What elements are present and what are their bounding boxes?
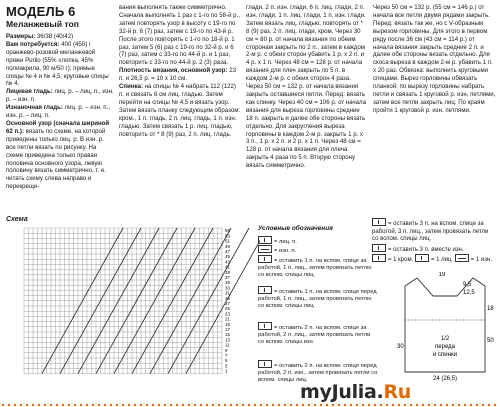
short-legend [372,218,496,265]
chart-row-number: 29 [225,295,230,301]
chart-row-number: 19 [225,321,230,327]
legend-text: = лиц. п. [274,239,297,245]
border-dot [260,404,262,406]
chart-row-number: 49 [225,243,230,249]
bottom-dotted-border [0,403,500,407]
border-dot [140,404,142,406]
legend-text: = оставить 1 п. на вспом. спице перед работой, 1 п. лиц., затем провязать петлю со вспом. спицы лиц. [258,289,377,310]
text-column-2 [119,4,241,200]
schematic-label: и спинки [433,352,457,358]
border-dot [338,404,340,406]
border-dot [374,404,376,406]
border-dot [410,404,412,406]
knit-symbol-icon [258,236,272,244]
text-column-3 [246,4,368,214]
page-title: МОДЕЛЬ 6 [6,4,76,19]
border-dot [248,404,250,406]
legend-text: = изн. п. [274,248,297,254]
border-dot [464,404,466,406]
schematic-label: 50 [487,338,494,344]
chart-row-number: 13 [225,337,230,343]
site-watermark [300,381,411,403]
border-dot [86,404,88,406]
border-dot [308,404,310,406]
border-dot [152,404,154,406]
cable-right-icon [258,255,272,263]
border-dot [380,404,382,406]
chart-row-number: 5 [225,358,228,364]
border-dot [128,404,130,406]
chart-row-number: 23 [225,311,230,317]
face-value: лиц. р. – лиц. п., изн. р. – изн. п. [6,88,114,104]
chart-row-number: 43 [225,259,230,265]
col4-text: Через 50 см = 132 р. (55 см = 146 р.) от начала все петли двумя рядами закрыть. Перед: вязать так же, но с V-образным вырезом горловины. Для этого в первом ряду после 36 см (43 см = 114 р.) от начала вязания закрыть средние 2 п. и далее обе стороны вязать отдельно. Для скоса выреза в каждом 2-м р. убавить 1 п. х 20 раз. Обвязка: выполнить круговыми спицами. Вырез горловины обвязать планкой: по вырезу горловины набрать петли и связать 1 круговой р. изн. петлями, затем все петли закрыть лиц. По краям пройти 1 круговой р. изн. петлями. [373,4,496,114]
pattern-value: вязать по схеме, на которой приведены только лиц. р. В изн. р. все петли вязать по рисунку. На схеме приведена только правая половина основного узора, левую половину вязать симметрично, т. е. читать схему слева направо и перекрещи- [6,127,106,191]
col3-text: глади, 2 п. изн. глади, 6 п. лиц. глади, 2 п. изн. глади, 1 п. лиц. глади, 1 п. изн. глади. Затем вязать лиц. гладью, повторять от * 8 (9) раз, 2 п. лиц. глади, кром. Через 30 см = 80 р. от начала вязания по обеим сторонам закрыть по 2 п., затем в каждом 2-м р. с обеих сторон убавить 1 р. х 2 п. и 4 р. х 1 п. Через 48 см = 128 р. от начала вязания для плеч закрыть по 5 п. в каждом 2-м р. с обеих сторон 4 раза. Через 50 см = 132 р. от начала вязания закрыть оставшиеся петли. Перед: вязать как спинку. Через 40 см = 106 р. от начала вязания для выреза горловины средние 18 п. закрыть и далее обе стороны вязать отдельно. Для закругления выреза горловины в каждом 2-м р. закрыть 1 р. х 3 п., 1 р. х 2 п. и 2 р. х 1 п. Через 48 см = 128 р. от начала вязания для плеча закрыть 4 раза по 5 п. Вторую сторону вязать симметрично. [246,4,366,170]
purl-label: Изнаночная гладь: [6,104,63,112]
legend-text: = оставить 2 п. на вспом. спице перед работой, 2 п. изн., затем провязать петли со вспом. спицы лиц. [258,363,378,384]
border-dot [446,404,448,406]
short-legend-5: = 1 изн. [470,257,493,264]
border-dot [458,404,460,406]
chart-row-number: 7 [225,353,228,358]
border-dot [56,404,58,406]
chart-row-number: 15 [225,332,230,338]
legend-item [258,322,378,347]
border-dot [110,404,112,406]
border-dot [122,404,124,406]
chart-row-number: 9 [225,347,228,353]
chart-row-number: 1 [225,368,228,374]
border-dot [212,404,214,406]
border-dot [68,404,70,406]
border-dot [158,404,160,406]
border-dot [206,404,208,406]
border-dot [26,404,28,406]
legend-item [258,255,378,280]
border-dot [134,404,136,406]
border-dot [254,404,256,406]
border-dot [236,404,238,406]
back-label: Спинка: [119,83,143,91]
border-dot [356,404,358,406]
legend-text: = оставить 1 п. на вспом. спице за работой, 1 п. лиц., затем провязать петлю со вспом. спицы лиц. [258,258,372,279]
border-dot [272,404,274,406]
border-dot [188,404,190,406]
border-dot [200,404,202,406]
chart-row-number: 39 [225,269,230,275]
border-dot [392,404,394,406]
text-column-4 [373,4,496,200]
legend-item [258,286,378,311]
chart-row-number: 21 [225,316,230,322]
text-column-1 [6,33,114,197]
border-dot [314,404,316,406]
schematic-label: переда [435,344,455,350]
border-dot [266,404,268,406]
border-dot [368,404,370,406]
border-dot [290,404,292,406]
border-dot [92,404,94,406]
border-dot [80,404,82,406]
border-dot [14,404,16,406]
border-dot [434,404,436,406]
cable-left-icon [258,286,272,294]
schematic-label: 9,5 [463,282,472,288]
purl-value: лиц. р. – изн. п., изн. р. – лиц. п. [6,104,110,120]
border-dot [326,404,328,406]
knitting-chart [22,224,260,376]
border-dot [98,404,100,406]
border-dot [2,404,4,406]
density-value: 23 п. и 26,5 р. = 10 х 10 см. [119,67,236,83]
border-dot [230,404,232,406]
border-dot [116,404,118,406]
border-dot [284,404,286,406]
purl-icon [455,254,469,262]
border-dot [74,404,76,406]
border-dot [182,404,184,406]
chart-row-number: 27 [225,301,230,306]
border-dot [176,404,178,406]
back-value: на спицы № 4 набрать 112 (122) п. и связать 6 см лиц. гладью. Затем перейти на спицы № 4,5 и вязать узор. Затем вязать планку следующим образом: кром., 1 п. гладь, 2 п. лиц. гладь, 1 п. изн. гладью. Затем связать 1 р. лиц. гладью, повторить от * 8 (9) раз, 2 п. лиц. гладь. [119,83,241,138]
border-dot [242,404,244,406]
border-dot [404,404,406,406]
schematic-label: 1/2 [440,336,450,342]
border-dot [302,404,304,406]
schematic-label: 18 [487,306,494,312]
face-label: Лицевая гладь: [6,88,53,96]
border-dot [194,404,196,406]
model-subtitle: Меланжевый топ [6,19,79,29]
garment-schematic [395,272,495,382]
border-dot [332,404,334,406]
border-dot [344,404,346,406]
legend-heading: Условные обозначения [258,225,333,232]
border-dot [50,404,52,406]
border-dot [422,404,424,406]
border-dot [362,404,364,406]
border-dot [32,404,34,406]
border-dot [428,404,430,406]
knit-icon [415,254,429,262]
purl-symbol-icon [258,245,272,253]
edge-stitch-icon [372,254,386,262]
chart-row-number: 45 [225,254,230,260]
chart-row-number: 33 [225,285,230,291]
short-legend-4: = 1 лиц. [430,257,454,264]
schematic-label: 24 (26,5) [432,376,458,382]
short-legend-1: = оставить 3 п. на вспом. спице за работой, 3 п. лиц., затем провязать петли со вспом. спицы лиц. [372,221,489,243]
border-dot [350,404,352,406]
legend-item [258,245,378,255]
border-dot [44,404,46,406]
cable-2-left-icon [258,360,272,368]
legend [258,236,378,401]
chart-row-number: 17 [225,327,230,332]
pattern-continued: вания выполнять также симметрично. Сначала выполнять 1 раз с 1-го по 58-й р., затем повторять узор в высоту с 19-го по 32-й р. 6 (7) раз, затем с 19-го по 43-й р. После этого повторять с 1-го по 18-й р. 1 раз, затем 5 (6) раз с 19-го по 32-й р. и 6 (7) раз, затем с 33-го по 44-й р. и 1 раз, повторить с 33-го по 44-й р. 2 (3) раза. [119,4,240,67]
border-dot [296,404,298,406]
chart-row-number: 37 [225,275,230,280]
border-dot [386,404,388,406]
materials-value: 400 (450) г оранжево-розовой меланжевой пряжи Purilo (55% хлопка, 45% полиакрила, 90 м/50 г); прямые спицы № 4 и № 4,5; круговые спицы № 4. [6,40,109,88]
border-dot [452,404,454,406]
sizes-label: Размеры: [6,33,36,40]
chart-row-number: 55 [225,228,230,234]
chart-row-number: 47 [225,249,230,254]
chart-row-number: 31 [225,290,230,296]
watermark-prefix: myJulia. [300,381,384,403]
chart-row-number: 25 [225,306,230,312]
border-dot [416,404,418,406]
chart-row-number: 53 [225,233,230,239]
watermark-suffix: Ru [383,381,412,403]
border-dot [38,404,40,406]
density-label: Плотность вязания, основной узор: [119,67,228,75]
chart-row-number: 35 [225,280,230,286]
short-legend-3: = 1 кром. [388,257,414,264]
border-dot [8,404,10,406]
border-dot [398,404,400,406]
schematic-label: 12,5 [463,290,475,296]
border-dot [320,404,322,406]
chart-row-number: 41 [225,264,230,270]
schematic-label: 19 [438,272,446,278]
chart-row-number: 3 [225,363,228,369]
pattern-label: Основной узор (сначала шириной 62 п.): [6,119,110,135]
dec-icon [372,244,386,252]
schematic-label: 30 [397,344,404,350]
legend-text: = оставить 2 п. на вспом. спице за работой, 2 п. лиц., затем провязать петли со вспом. спицы изн. [258,325,371,346]
border-dot [170,404,172,406]
border-dot [476,404,478,406]
border-dot [278,404,280,406]
border-dot [218,404,220,406]
border-dot [104,404,106,406]
materials-label: Вам потребуется: [6,40,60,48]
short-legend-2: = оставить 3 п. вместе изн. [388,246,464,253]
border-dot [62,404,64,406]
border-dot [440,404,442,406]
chart-row-number: 11 [225,342,230,348]
cable-2-right-icon [258,322,272,330]
border-dot [164,404,166,406]
border-dot [224,404,226,406]
sizes-value: 36/38 (40/42) [36,33,74,40]
cable-3-icon [372,218,386,226]
chart-row-number: 51 [225,238,230,244]
border-dot [470,404,472,406]
chart-label: Схема [6,216,28,223]
border-dot [482,404,484,406]
border-dot [488,404,490,406]
border-dot [20,404,22,406]
border-dot [494,404,496,406]
border-dot [146,404,148,406]
